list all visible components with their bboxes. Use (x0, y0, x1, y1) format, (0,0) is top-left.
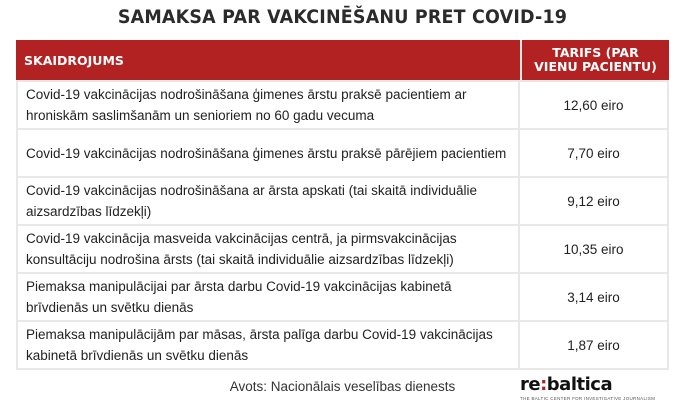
row-description: Piemaksa manipulācijai par ārsta darbu Covid-19 vakcinācijas kabinetā brīvdienās un svētku dienās (18, 274, 520, 320)
row-tariff: 3,14 eiro (567, 289, 620, 305)
rebaltica-logo (520, 374, 656, 406)
header-tariff-line1: TARIFS (PAR (552, 45, 639, 60)
row-description: Covid-19 vakcinācijas nodrošināšana ar ārsta apskati (tai skaitā individuālie aizsardzības līdzekļi) (18, 178, 520, 224)
header-tariff-line2: VIENU PACIENTU) (534, 59, 657, 74)
logo-wordmark: re:baltica (520, 374, 613, 395)
row-description: Piemaksa manipulācijām par māsas, ārsta palīga darbu Covid-19 vakcinācijas kabinetā brīvdienās un svētku dienās (18, 322, 520, 368)
source-note: Avots: Nacionālais veselības dienests (229, 379, 456, 394)
row-description: Covid-19 vakcinācijas nodrošināšana ģimenes ārstu praksē pārējiem pacientiem (18, 130, 520, 176)
table-row (16, 130, 669, 178)
table-row (16, 178, 669, 226)
row-description: Covid-19 vakcinācija masveida vakcinācijas centrā, ja pirmsvakcinācijas konsultāciju nodrošina ārsts (tai skaitā individuālie aizsardzības līdzekļi) (18, 226, 520, 272)
page-title: SAMAKSA PAR VAKCINĒŠANU PRET COVID-19 (117, 6, 568, 28)
table-row (16, 322, 669, 370)
row-tariff: 9,12 eiro (567, 193, 620, 209)
header-tariff (520, 40, 669, 80)
header-description: SKAIDROJUMS (24, 52, 124, 68)
row-tariff: 12,60 eiro (563, 97, 624, 113)
logo-tagline: THE BALTIC CENTER FOR INVESTIGATIVE JOURNALISM (520, 396, 656, 401)
table-row (16, 82, 669, 130)
row-description: Covid-19 vakcinācijas nodrošināšana ģimenes ārstu praksē pacientiem ar hroniskām saslimšanām un senioriem no 60 gadu vecuma (18, 82, 520, 128)
table-row (16, 226, 669, 274)
row-tariff: 10,35 eiro (563, 241, 624, 257)
tariff-table (16, 40, 669, 370)
table-header (16, 40, 669, 82)
row-tariff: 7,70 eiro (567, 145, 620, 161)
table-row (16, 274, 669, 322)
row-tariff: 1,87 eiro (567, 337, 620, 353)
